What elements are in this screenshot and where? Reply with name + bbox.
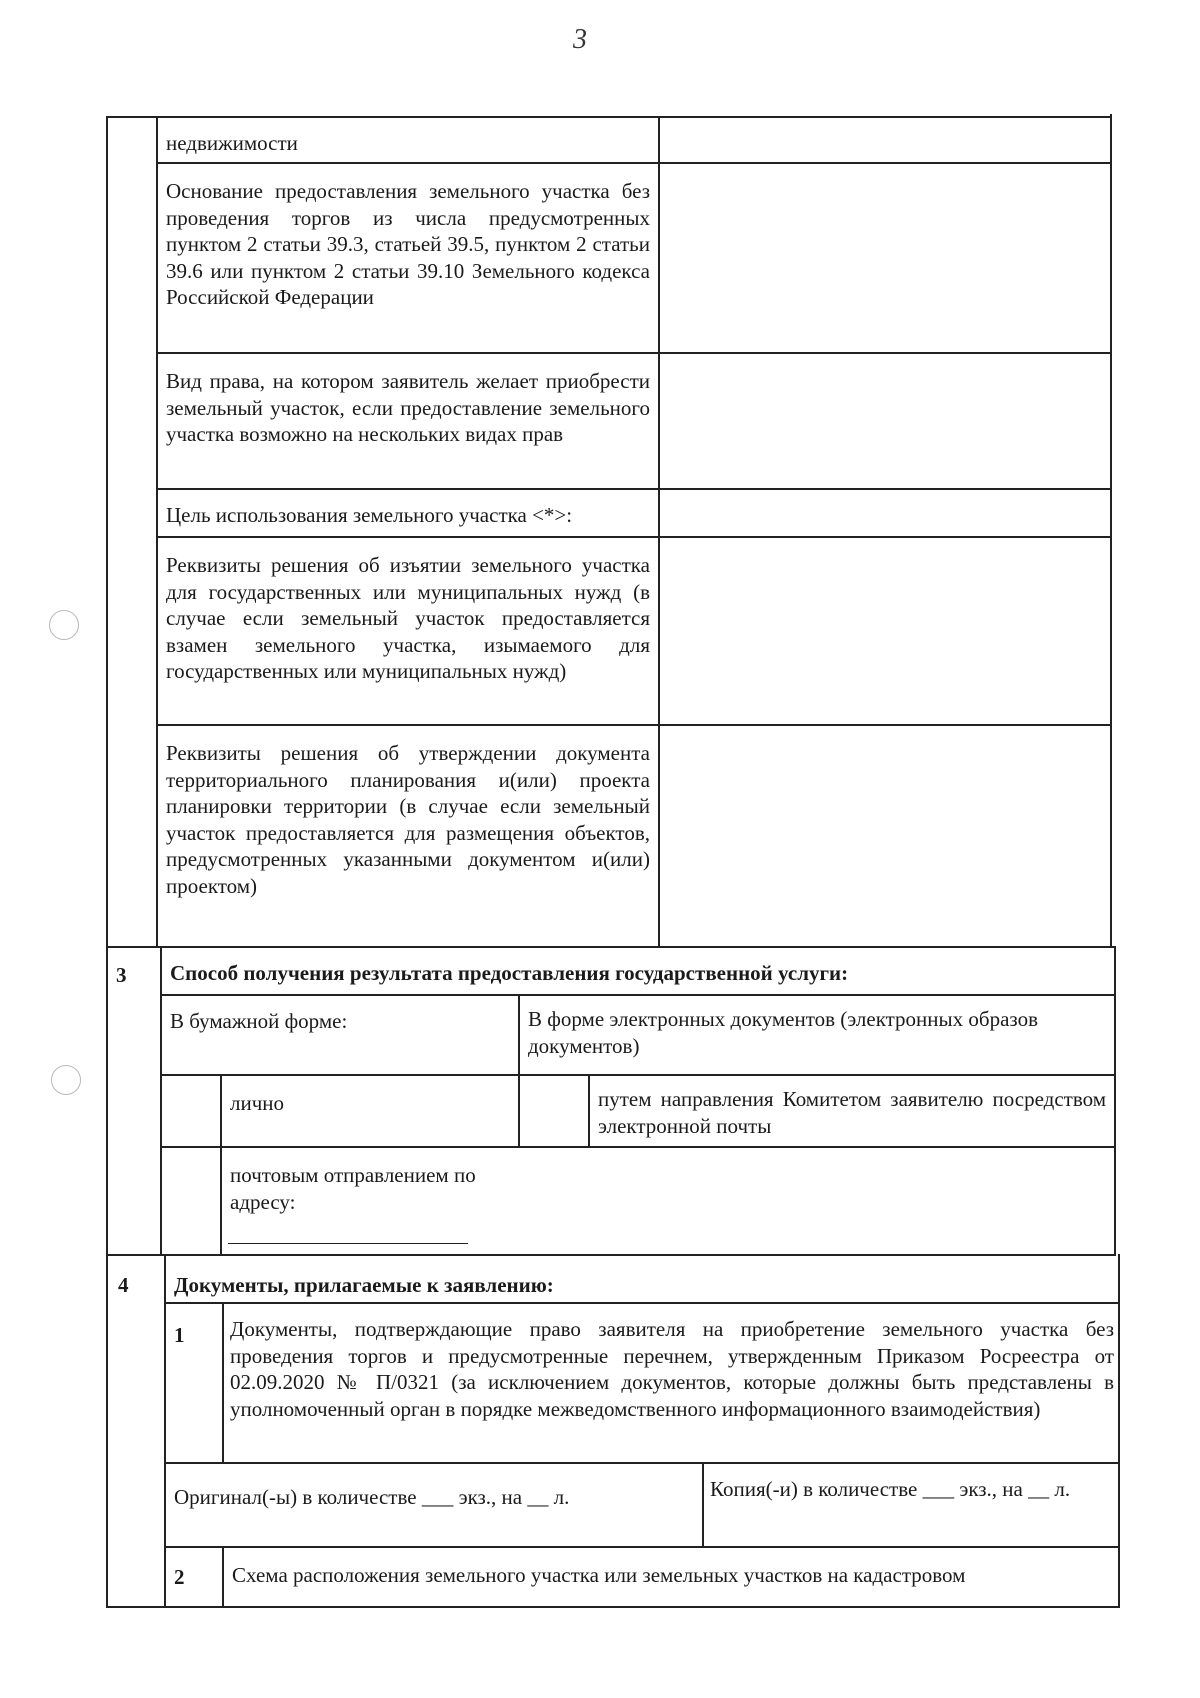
row-label: Основание предоставления земельного участка без проведения торгов из числа предусмотренных пунктом 2 статьи 39.3, статьей 39.5, пунктом 2 статьи 39.6 или пунктом 2 статьи 39.10 Земельного кодекса Российской Федерации	[166, 179, 650, 309]
table-border-right	[1114, 946, 1116, 1256]
table-border	[164, 1254, 166, 1608]
table-border	[156, 536, 1112, 538]
table-border	[156, 162, 1112, 164]
table-border-left	[106, 118, 108, 1608]
table-border-top	[106, 116, 1112, 118]
copies-count: Копия(-и) в количестве ___ экз., на __ л.	[710, 1477, 1071, 1501]
item-text: Документы, подтверждающие право заявителя на приобретение земельного участка без проведения торгов и предусмотренные перечнем, утвержденным Приказом Росреестра от 02.09.2020 № П/0321 (за исключением документов, которые должны быть представлены в уполномоченный орган в порядке межведомственного информационного взаимодействия)	[230, 1317, 1114, 1421]
section-title: Способ получения результата предоставления государственной услуги:	[170, 961, 849, 985]
table-border	[164, 1546, 1120, 1548]
paper-form-label: В бумажной форме:	[170, 1009, 348, 1033]
option-post: почтовым отправлением по адресу:	[230, 1163, 476, 1214]
originals-count: Оригинал(-ы) в количестве ___ экз., на __ л.	[174, 1485, 570, 1509]
section-number: 4	[118, 1273, 129, 1297]
option-in-person: лично	[230, 1091, 285, 1115]
item-number: 2	[174, 1565, 185, 1589]
table-border	[160, 1074, 1116, 1076]
table-border	[164, 1302, 1120, 1304]
punch-hole	[49, 610, 79, 640]
checkbox-email[interactable]	[520, 1076, 588, 1146]
table-border	[164, 1462, 1120, 1464]
table-border	[702, 1462, 704, 1548]
table-border	[156, 352, 1112, 354]
section-title: Документы, прилагаемые к заявлению:	[174, 1273, 554, 1297]
row-label: Вид права, на котором заявитель желает приобрести земельный участок, если предоставление земельного участка возможно на нескольких видах прав	[166, 369, 650, 446]
table-border	[106, 1254, 1116, 1256]
row-label: Реквизиты решения об утверждении документа территориального планирования и(или) проекта планировки территории (в случае если земельный участок предоставляется для размещения объектов, предусмотренных указанными документом и(или) проектом)	[166, 741, 650, 898]
option-email: путем направления Комитетом заявителю посредством электронной почты	[598, 1087, 1106, 1138]
item-text: Схема расположения земельного участка или земельных участков на кадастровом	[232, 1563, 966, 1587]
punch-hole	[51, 1065, 81, 1095]
table-border-right	[1118, 1254, 1120, 1608]
electronic-form-label: В форме электронных документов (электронных образов документов)	[528, 1007, 1038, 1058]
table-border	[106, 946, 1116, 948]
table-border	[156, 488, 1112, 490]
table-border	[160, 994, 1116, 996]
item-number: 1	[174, 1323, 185, 1347]
address-blank-line	[228, 1243, 468, 1244]
checkbox-post[interactable]	[162, 1148, 220, 1254]
table-border	[160, 1146, 1116, 1148]
row-label: Реквизиты решения об изъятии земельного участка для государственных или муниципальных нужд (в случае если земельный участок предоставляется взамен земельного участка, изымаемого для государственных или муниципальных нужд)	[166, 553, 650, 683]
row-label: недвижимости	[166, 131, 298, 155]
section-number: 3	[116, 963, 127, 987]
table-border-bottom	[106, 1606, 1120, 1608]
table-border	[658, 118, 660, 948]
row-label: Цель использования земельного участка <*>:	[166, 503, 573, 527]
checkbox-in-person[interactable]	[162, 1076, 220, 1146]
page-number: 3	[573, 24, 587, 55]
table-border	[156, 724, 1112, 726]
table-border-right	[1110, 114, 1112, 948]
